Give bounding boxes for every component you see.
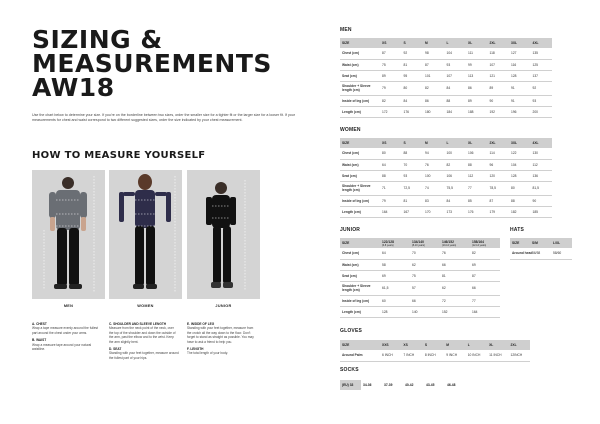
table-cell: 75,5 [445,181,467,195]
table-cell: 75 [380,59,402,70]
socks-size-cell: 34-36 [363,383,372,387]
table-cell: 81 [402,59,424,70]
table-cell: 57 [410,281,440,295]
table-cell: 90 [488,95,510,106]
table-cell: 69 [470,259,500,270]
table-cell: 70 [402,159,424,170]
woman-figure-icon [109,170,182,299]
women-heading: WOMEN [340,127,361,133]
table-cell: 87 [380,48,402,59]
table-row [340,70,552,81]
table-cell: 128 [509,170,531,181]
men-header-cell: L [445,38,467,48]
table-cell: 66 [440,259,470,270]
table-cell: 112 [531,159,553,170]
table-cell: 6 INCH [380,350,401,361]
women-header-cell: L [445,138,467,148]
table-cell: 200 [531,106,553,117]
instr-leg-text: Standing with your feet together, measure from the crotch all the way down to the floor. Don't forget to stand as straight as possible. You may have to ask a friend to help you. [187,326,254,344]
gloves-header-cell: M [444,340,465,350]
men-header-cell: S [402,38,424,48]
row-label: Length (cm) [340,306,380,317]
hats-heading: HATS [510,227,525,233]
how-to-measure-heading: HOW TO MEASURE YOURSELF [32,150,206,161]
junior-header-cell [380,238,410,248]
table-cell: 81 [402,195,424,206]
row-label: Waist (cm) [340,59,380,70]
header-age-label: (12-14 years) [472,243,487,247]
men-header-cell: XS [380,38,402,48]
men-heading: MEN [340,27,352,33]
table-cell: 89 [488,81,510,95]
row-label: Shoulder + Sleeve length (cm) [340,181,380,195]
table-cell: 88 [380,170,402,181]
header-size-label: 146/152 [442,239,454,244]
table-cell: 101 [423,70,445,81]
table-cell: 107 [488,59,510,70]
row-label: Seat (cm) [340,70,380,81]
socks-size-cell: 46-48 [447,383,456,387]
table-row [340,81,552,95]
men-header-row [340,38,552,48]
table-cell: 87 [423,59,445,70]
table-row [340,270,500,281]
table-cell: 56/58 [530,248,551,259]
table-cell: 184 [445,106,467,117]
table-row [340,181,552,195]
junior-header-cell [340,238,380,248]
women-header-cell: 2XL [488,138,510,148]
table-cell: 188 [466,106,488,117]
table-cell: 167 [402,206,424,217]
table-cell: 70 [410,248,440,259]
table-cell: 82 [470,248,500,259]
table-cell: 96 [488,159,510,170]
table-cell: 112 [466,170,488,181]
table-cell: 89 [380,70,402,81]
gloves-header-cell: XXS [380,340,401,350]
header-size-label: 134/140 [412,239,424,244]
gloves-header-row [340,340,530,350]
table-cell: 140 [410,306,440,317]
junior-header-cell [440,238,470,248]
table-cell: 78,5 [488,181,510,195]
instr-chest-text: Wrap a tape measure evenly around the fullest part around the chest under your arms. [32,326,99,335]
table-cell: 100 [445,148,467,159]
table-cell: 84 [402,95,424,106]
row-label: Shoulder + Sleeve length (cm) [340,281,380,295]
page-title [32,25,272,102]
table-cell: 176 [402,106,424,117]
table-cell: 88 [402,148,424,159]
junior-heading: JUNIOR [340,227,361,233]
socks-size-label: (EU) 33 [340,380,361,390]
table-cell: 66 [470,281,500,295]
table-cell: 137 [531,70,553,81]
row-label: Around Palm [340,350,380,361]
table-cell: 88 [466,159,488,170]
table-cell: 62 [440,281,470,295]
table-cell: 64 [380,159,402,170]
table-cell: 84 [445,195,467,206]
title-line-3: AW18 [32,73,115,102]
table-cell: 94 [423,148,445,159]
table-cell: 93 [402,170,424,181]
men-header-cell: SIZE [340,38,380,48]
hats-size-table [510,238,572,260]
instructions-col-2 [109,322,179,363]
junior-header-cell [410,238,440,248]
table-cell: 85 [466,195,488,206]
header-age-label: (10-12 years) [442,243,457,247]
table-row [510,248,572,259]
table-cell: 114 [488,148,510,159]
men-header-cell: 3XL [509,38,531,48]
men-size-table [340,38,552,118]
figure-women-photo [109,170,182,299]
hats-header-cell: S/M [530,238,551,248]
table-cell: 92 [402,48,424,59]
table-cell: 83 [423,195,445,206]
table-cell: 88 [445,95,467,106]
table-cell: 62 [410,259,440,270]
table-cell: 64 [380,248,410,259]
table-cell: 71 [380,181,402,195]
table-cell: 98 [423,48,445,59]
figure-junior-photo [187,170,260,299]
table-cell: 180 [423,106,445,117]
women-header-cell: XS [380,138,402,148]
table-cell: 176 [466,206,488,217]
table-cell: 81 [440,270,470,281]
table-cell: 91 [509,95,531,106]
table-cell: 76 [440,248,470,259]
table-cell: 9 INCH [444,350,465,361]
table-cell: 79 [380,81,402,95]
table-row [340,106,552,117]
table-cell: 87 [470,270,500,281]
women-header-cell: SIZE [340,138,380,148]
women-header-cell: S [402,138,424,148]
table-cell: 196 [509,106,531,117]
row-label: Inside of leg (cm) [340,195,380,206]
table-cell: 69 [380,270,410,281]
title-line-1: SIZING & [32,25,163,54]
table-cell: 128 [509,70,531,81]
table-cell: 107 [445,70,467,81]
table-cell: 79 [380,195,402,206]
table-row [340,306,500,317]
instr-seat-heading: D. SEAT [109,347,122,352]
table-cell: 122 [509,148,531,159]
table-cell: 116 [509,59,531,70]
table-row [340,350,530,361]
table-cell: 60 [380,295,410,306]
gloves-header-cell: XL [487,340,508,350]
table-cell: 82 [445,159,467,170]
table-row [340,170,552,181]
table-cell: 135 [531,48,553,59]
table-cell: 185 [531,206,553,217]
hats-header-cell: L/XL [551,238,572,248]
gloves-header-cell: 2XL [509,340,530,350]
table-cell: 173 [445,206,467,217]
instr-waist-text: Wrap a measure tape around your natural waistline. [32,342,92,352]
table-row [340,148,552,159]
table-row [340,59,552,70]
gloves-size-table [340,340,530,362]
row-label: Chest (cm) [340,248,380,259]
table-cell: 12INCH [509,350,530,361]
row-label: Length (cm) [340,106,380,117]
gloves-header-cell: XS [401,340,422,350]
row-label: Length (cm) [340,206,380,217]
table-cell: 88 [509,195,531,206]
figure-men-photo [32,170,105,299]
table-cell: 179 [488,206,510,217]
table-cell: 152 [440,306,470,317]
table-cell: 106 [445,170,467,181]
table-row [340,48,552,59]
table-cell: 58 [380,259,410,270]
header-age-label: (6-8 years) [382,243,394,247]
table-cell: 80 [402,81,424,95]
table-cell: 164 [470,306,500,317]
table-cell: 80 [380,148,402,159]
women-header-cell: XL [466,138,488,148]
table-cell: 118 [488,48,510,59]
instr-sleeve-heading: C. SHOULDER AND SLEEVE LENGTH [109,322,167,326]
table-row [340,159,552,170]
table-cell: 111 [466,48,488,59]
hats-header-row [510,238,572,248]
table-cell: 91 [509,81,531,95]
table-row [340,259,500,270]
row-label: Chest (cm) [340,48,380,59]
hats-header-cell: SIZE [510,238,530,248]
table-cell: 81,5 [531,181,553,195]
socks-size-cell: 37-39 [384,383,393,387]
table-cell: 125 [531,59,553,70]
table-cell: 93 [445,59,467,70]
instr-sleeve-text: Measure from the neck point of the neck, over the top of the shoulder and down the outside of the arm, past the elbow and to the wrist. Keep the arm slightly bent. [109,326,176,344]
table-cell: 76 [423,159,445,170]
row-label: Chest (cm) [340,148,380,159]
socks-size-cell: 43-45 [426,383,435,387]
socks-size-row [340,380,466,390]
junior-size-table [340,238,500,318]
table-cell: 128 [380,306,410,317]
table-cell: 74 [423,181,445,195]
table-cell: 11 INCH [487,350,508,361]
table-cell: 82 [380,95,402,106]
table-cell: 104 [509,159,531,170]
instr-seat-text: Standing with your feet together, measure around the fullest part of your hips. [109,351,179,360]
table-cell: 113 [466,70,488,81]
women-header-cell: 4XL [531,138,553,148]
instr-leg-heading: E. INSIDE OF LEG [187,322,215,326]
man-figure-icon [32,170,105,299]
table-row [340,195,552,206]
table-cell: 120 [488,170,510,181]
table-cell: 77 [470,295,500,306]
instr-length-heading: F. LENGTH [187,347,204,352]
table-cell: 66 [410,295,440,306]
table-row [340,295,500,306]
row-label: Shoulder + Sleeve length (cm) [340,81,380,95]
instr-length-text: The total length of your body. [187,351,229,356]
table-row [340,248,500,259]
table-cell: 106 [466,148,488,159]
header-size-label: 122/128 [382,239,394,244]
table-cell: 95 [402,70,424,81]
junior-header-row [340,238,500,248]
row-label: Inside of leg (cm) [340,295,380,306]
table-cell: 86 [466,81,488,95]
table-cell: 58/60 [551,248,572,259]
gloves-header-cell: SIZE [340,340,380,350]
table-row [340,206,552,217]
instr-chest-heading: A. CHEST [32,322,47,326]
row-label: Inside of leg (cm) [340,95,380,106]
table-cell: 72,5 [402,181,424,195]
row-label: Waist (cm) [340,159,380,170]
row-label: Seat (cm) [340,270,380,281]
table-cell: 7 INCH [401,350,422,361]
junior-header-cell [470,238,500,248]
table-cell: 130 [531,148,553,159]
table-cell: 80 [509,181,531,195]
table-cell: 77 [466,181,488,195]
table-cell: 99 [466,59,488,70]
figure-label-men: MEN [63,304,74,308]
table-cell: 87 [488,195,510,206]
table-cell: 164 [380,206,402,217]
table-cell: 10 INCH [466,350,487,361]
row-label: Around head [510,248,530,259]
men-header-cell: 4XL [531,38,553,48]
table-cell: 86 [423,95,445,106]
figure-label-junior: JUNIOR [215,304,232,308]
row-label: Waist (cm) [340,259,380,270]
men-header-cell: M [423,38,445,48]
table-cell: 84 [445,81,467,95]
table-cell: 104 [445,48,467,59]
table-cell: 90 [531,195,553,206]
table-cell: 75 [410,270,440,281]
table-cell: 92 [531,81,553,95]
gloves-heading: GLOVES [340,328,363,334]
table-cell: 8 INCH [423,350,444,361]
table-cell: 72 [440,295,470,306]
table-cell: 121 [488,70,510,81]
women-header-row [340,138,552,148]
table-cell: 100 [423,170,445,181]
socks-size-cell: 40-42 [405,383,414,387]
header-size-label: 158/164 [472,239,484,244]
header-age-label: (8-10 years) [412,243,425,247]
table-cell: 89 [466,95,488,106]
table-cell: 61,5 [380,281,410,295]
junior-figure-icon [187,170,260,299]
men-header-cell: 2XL [488,38,510,48]
table-cell: 182 [509,206,531,217]
header-size-label: SIZE [342,241,350,245]
gloves-header-cell: S [423,340,444,350]
socks-heading: SOCKS [340,367,359,373]
men-header-cell: XL [466,38,488,48]
instr-waist-heading: B. WAIST [32,338,47,343]
table-cell: 93 [531,95,553,106]
instructions-col-3 [187,322,257,359]
figure-label-women: WOMEN [137,304,154,308]
table-cell: 170 [423,206,445,217]
row-label: Seat (cm) [340,170,380,181]
title-line-2: MEASUREMENTS [32,49,272,78]
intro-text: Use the chart below to determine your size. If you're on the borderline between two sizes, order the smaller size for a tighter fit or the larger size for a looser fit. If your measurements for chest and waist correspond to two different suggested sizes, order the size indicated by your chest measurement. [32,113,295,123]
table-row [340,95,552,106]
women-header-cell: M [423,138,445,148]
gloves-header-cell: L [466,340,487,350]
table-cell: 127 [509,48,531,59]
table-cell: 136 [531,170,553,181]
table-cell: 82 [423,81,445,95]
table-row [340,281,500,295]
table-cell: 172 [380,106,402,117]
women-header-cell: 3XL [509,138,531,148]
women-size-table [340,138,552,218]
instructions-col-1 [32,322,102,354]
table-cell: 192 [488,106,510,117]
